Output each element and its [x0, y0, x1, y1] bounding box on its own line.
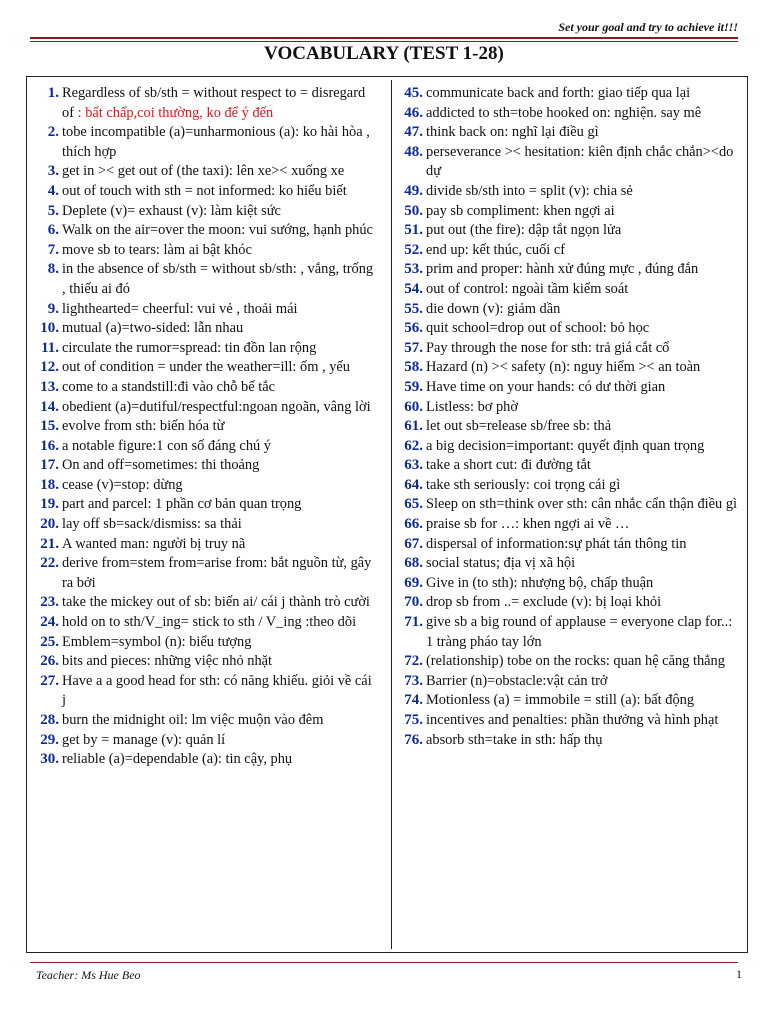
page-title: VOCABULARY (TEST 1-28) — [264, 43, 504, 64]
entry-text — [62, 319, 374, 339]
entry-text — [426, 672, 743, 692]
entry-number: 9. — [47, 300, 59, 317]
entry-number: 26. — [40, 653, 59, 670]
entry-definition: dispersal of information:sự phát tán thông tin — [426, 535, 687, 552]
vocab-entry — [398, 104, 743, 124]
entry-definition: derive from=stem from=arise from: bắt nguồn từ, gây ra bởi — [62, 555, 372, 591]
entry-definition: Motionless (a) = immobile = still (a): bất động — [426, 692, 695, 709]
entry-number: 11. — [41, 339, 59, 356]
vocab-entry — [398, 672, 743, 692]
entry-number: 12. — [40, 359, 59, 376]
header-rule-thick — [30, 37, 738, 39]
entry-number: 61. — [404, 418, 423, 435]
entry-definition: lighthearted= cheerful: vui vẻ , thoải mái — [62, 300, 298, 317]
entry-text — [62, 554, 374, 593]
entry-number: 67. — [404, 535, 423, 552]
entry-text — [62, 437, 374, 457]
entry-definition: take a short cut: đi đường tắt — [426, 457, 591, 474]
entry-text — [426, 652, 743, 672]
vocab-entry — [398, 711, 743, 731]
column-divider — [391, 80, 392, 949]
entry-number: 4. — [47, 182, 59, 199]
entry-number: 60. — [404, 398, 423, 415]
entry-number: 71. — [404, 614, 423, 631]
entry-text — [426, 731, 743, 751]
vocab-entry — [398, 476, 743, 496]
entry-text — [426, 691, 743, 711]
entry-number: 50. — [404, 202, 423, 219]
entry-text — [426, 456, 743, 476]
vocab-entry — [34, 221, 374, 241]
entry-definition: absorb sth=take in sth: hấp thụ — [426, 731, 603, 748]
vocab-entry — [34, 613, 374, 633]
entry-definition: On and off=sometimes: thi thoảng — [62, 457, 260, 474]
entry-number: 22. — [40, 555, 59, 572]
entry-definition: mutual (a)=two-sided: lẫn nhau — [62, 320, 244, 337]
entry-number: 46. — [404, 104, 423, 121]
entry-definition: praise sb for …: khen ngợi ai về … — [426, 516, 630, 533]
entry-number: 54. — [404, 280, 423, 297]
entry-text — [426, 437, 743, 457]
entry-number: 10. — [40, 320, 59, 337]
entry-definition: (relationship) tobe on the rocks: quan hệ căng thẳng — [426, 653, 725, 670]
entry-definition: Sleep on sth=think over sth: cân nhắc cẩn thận điều gì — [426, 496, 738, 513]
entry-text — [62, 398, 374, 418]
entry-definition: A wanted man: người bị truy nã — [62, 535, 246, 552]
entry-number: 75. — [404, 712, 423, 728]
entry-definition: perseverance >< hesitation: kiên định chắc chắn><do dự — [426, 143, 734, 180]
entry-definition: communicate back and forth: giao tiếp qua lại — [426, 85, 691, 101]
vocab-entry — [398, 691, 743, 711]
entry-text — [426, 476, 743, 496]
entry-number: 29. — [40, 731, 59, 748]
entry-number: 56. — [404, 320, 423, 337]
entry-number: 62. — [404, 437, 423, 454]
entry-text — [426, 300, 743, 320]
entry-definition: drop sb from ..= exclude (v): bị loại khỏi — [426, 594, 662, 611]
entry-text — [426, 613, 743, 652]
entry-text — [426, 260, 743, 280]
vocab-entry — [398, 260, 743, 280]
vocab-entry — [34, 319, 374, 339]
vocab-entry — [34, 123, 374, 162]
entry-text — [62, 241, 374, 261]
vocab-entry — [34, 437, 374, 457]
vocab-entry — [398, 358, 743, 378]
entry-number: 63. — [404, 457, 423, 474]
entry-number: 48. — [404, 143, 423, 160]
entry-number: 69. — [404, 574, 423, 591]
entry-definition: come to a standstill:đi vào chỗ bế tắc — [62, 378, 275, 395]
entry-definition: Give in (to sth): nhượng bộ, chấp thuận — [426, 574, 654, 591]
entry-text — [62, 417, 374, 437]
entry-text — [62, 260, 374, 299]
vocab-entry — [34, 750, 374, 770]
entry-definition: think back on: nghĩ lại điều gì — [426, 124, 599, 141]
entry-definition: Deplete (v)= exhaust (v): làm kiệt sức — [62, 202, 281, 219]
vocab-entry — [34, 358, 374, 378]
vocab-entry — [398, 123, 743, 143]
entry-definition: prim and proper: hành xử đúng mực , đúng đắn — [426, 261, 699, 278]
entry-text — [426, 495, 743, 515]
entry-definition: put out (the fire): dập tắt ngọn lửa — [426, 222, 622, 239]
entry-number: 59. — [404, 378, 423, 395]
entry-definition: die down (v): giảm dần — [426, 300, 561, 317]
entry-text — [426, 515, 743, 535]
entry-definition: get by = manage (v): quản lí — [62, 731, 226, 748]
entry-text — [62, 358, 374, 378]
left-column — [34, 84, 374, 770]
entry-text — [426, 417, 743, 437]
entry-definition: circulate the rumor=spread: tin đồn lan rộng — [62, 339, 317, 356]
entry-definition: Walk on the air=over the moon: vui sướng, hạnh phúc — [62, 222, 373, 239]
entry-definition: a notable figure:1 con số đáng chú ý — [62, 437, 272, 454]
entry-number: 1. — [47, 85, 59, 101]
entry-definition: Have time on your hands: có dư thời gian — [426, 378, 666, 395]
entry-number: 49. — [404, 182, 423, 199]
entry-number: 30. — [40, 751, 59, 768]
entry-number: 27. — [40, 672, 59, 689]
entry-number: 25. — [40, 633, 59, 650]
entry-text — [426, 535, 743, 555]
vocab-entry — [34, 515, 374, 535]
vocab-entry — [398, 437, 743, 457]
vocab-entry — [398, 319, 743, 339]
vocab-entry — [34, 535, 374, 555]
vocab-entry — [34, 84, 374, 123]
vocab-entry — [398, 300, 743, 320]
vocab-entry — [34, 162, 374, 182]
entry-number: 2. — [47, 124, 59, 141]
entry-text — [426, 574, 743, 594]
entry-number: 45. — [404, 85, 423, 101]
footer-teacher: Teacher: Ms Hue Beo — [36, 968, 141, 982]
vocab-entry — [398, 535, 743, 555]
entry-text — [62, 495, 374, 515]
entry-definition: lay off sb=sack/dismiss: sa thải — [62, 516, 242, 533]
entry-number: 7. — [47, 241, 59, 258]
entry-definition: hold on to sth/V_ing= stick to sth / V_ing :theo dõi — [62, 614, 357, 631]
vocab-entry — [34, 300, 374, 320]
vocab-entry — [398, 378, 743, 398]
entry-definition: out of control: ngoài tầm kiểm soát — [426, 280, 629, 297]
entry-definition: in the absence of sb/sth = without sb/sth: , vắng, trống , thiếu ai đó — [62, 261, 374, 297]
entry-text — [426, 554, 743, 574]
entry-text — [426, 123, 743, 143]
entry-definition: take the mickey out of sb: biến ai/ cái j thành trò cười — [62, 594, 370, 611]
vocab-entry — [398, 613, 743, 652]
entry-definition: Listless: bơ phờ — [426, 398, 518, 415]
vocab-entry — [398, 202, 743, 222]
entry-number: 23. — [40, 594, 59, 611]
entry-definition: move sb to tears: làm ai bật khóc — [62, 241, 252, 258]
entry-text — [62, 476, 374, 496]
entry-text — [62, 378, 374, 398]
vocab-entry — [34, 731, 374, 751]
entry-text — [426, 143, 743, 182]
entry-text — [62, 613, 374, 633]
entry-number: 6. — [47, 222, 59, 239]
entry-number: 57. — [404, 339, 423, 356]
vocab-entry — [34, 652, 374, 672]
vocab-entry — [34, 398, 374, 418]
entry-highlight: : bất chấp,coi thường, ko để ý đến — [77, 104, 274, 121]
vocab-entry — [34, 495, 374, 515]
entry-text — [426, 358, 743, 378]
entry-number: 5. — [47, 202, 59, 219]
vocab-entry — [398, 456, 743, 476]
vocab-entry — [398, 182, 743, 202]
entry-number: 21. — [40, 535, 59, 552]
entry-text — [62, 652, 374, 672]
entry-definition: social status; địa vị xã hội — [426, 555, 576, 572]
footer-rule — [30, 962, 738, 963]
entry-definition: Barrier (n)=obstacle:vật cản trở — [426, 672, 608, 689]
entry-number: 18. — [40, 476, 59, 493]
entry-text — [426, 182, 743, 202]
vocab-entry — [34, 476, 374, 496]
entry-definition: let out sb=release sb/free sb: thả — [426, 418, 612, 435]
entry-number: 70. — [404, 594, 423, 611]
entry-text — [62, 750, 374, 770]
entry-text — [62, 221, 374, 241]
vocab-entry — [398, 731, 743, 751]
entry-number: 53. — [404, 261, 423, 278]
entry-text — [426, 711, 743, 731]
entry-text — [62, 123, 374, 162]
entry-number: 64. — [404, 476, 423, 493]
entry-definition: reliable (a)=dependable (a): tin cậy, phụ — [62, 751, 293, 768]
entry-text — [426, 241, 743, 261]
header-rule-thin — [30, 41, 738, 42]
vocab-entry — [398, 84, 743, 104]
vocab-entry — [398, 574, 743, 594]
vocab-entry — [34, 378, 374, 398]
vocab-entry — [34, 260, 374, 299]
vocab-entry — [34, 633, 374, 653]
entry-number: 47. — [404, 124, 423, 141]
entry-number: 66. — [404, 516, 423, 533]
entry-text — [62, 84, 374, 123]
entry-number: 3. — [47, 163, 59, 180]
vocab-entry — [34, 417, 374, 437]
entry-definition: quit school=drop out of school: bỏ học — [426, 320, 650, 337]
entry-text — [426, 202, 743, 222]
entry-text — [62, 731, 374, 751]
entry-definition: evolve from sth: biến hóa từ — [62, 418, 225, 435]
right-column — [398, 84, 743, 750]
entry-text — [426, 398, 743, 418]
entry-text — [426, 221, 743, 241]
vocab-entry — [34, 593, 374, 613]
entry-definition: obedient (a)=dutiful/respectful:ngoan ngoãn, vâng lời — [62, 398, 371, 415]
vocab-entry — [34, 182, 374, 202]
page-number: 1 — [736, 967, 742, 981]
entry-number: 8. — [47, 261, 59, 278]
entry-text — [426, 104, 743, 124]
entry-definition: out of condition = under the weather=ill: ốm , yếu — [62, 359, 350, 376]
entry-definition: get in >< get out of (the taxi): lên xe>< xuống xe — [62, 163, 345, 180]
entry-definition: incentives and penalties: phần thưởng và hình phạt — [426, 712, 719, 728]
entry-definition: part and parcel: 1 phần cơ bản quan trọng — [62, 496, 302, 513]
entry-number: 73. — [404, 672, 423, 689]
entry-number: 72. — [404, 653, 423, 670]
vocab-entry — [398, 417, 743, 437]
entry-number: 24. — [40, 614, 59, 631]
vocab-entry — [398, 143, 743, 182]
entry-number: 55. — [404, 300, 423, 317]
entry-text — [426, 84, 743, 104]
vocab-entry — [398, 495, 743, 515]
entry-definition: give sb a big round of applause = everyone clap for..: 1 tràng pháo tay lớn — [426, 614, 733, 650]
entry-number: 65. — [404, 496, 423, 513]
entry-definition: divide sb/sth into = split (v): chia sẻ — [426, 182, 633, 199]
entry-text — [62, 593, 374, 613]
vocab-entry — [34, 241, 374, 261]
entry-number: 13. — [40, 378, 59, 395]
vocab-entry — [34, 711, 374, 731]
entry-text — [62, 202, 374, 222]
entry-definition: pay sb compliment: khen ngợi ai — [426, 202, 615, 219]
vocab-entry — [34, 672, 374, 711]
entry-text — [426, 378, 743, 398]
entry-number: 76. — [404, 731, 423, 748]
entry-number: 51. — [404, 222, 423, 239]
entry-definition: end up: kết thúc, cuối cf — [426, 241, 566, 258]
entry-number: 17. — [40, 457, 59, 474]
entry-number: 28. — [40, 712, 59, 728]
entry-definition: Regardless of sb/sth = without respect to = disregard of — [62, 85, 366, 121]
vocab-entry — [398, 515, 743, 535]
entry-number: 16. — [40, 437, 59, 454]
entry-definition: Pay through the nose for sth: trả giá cắt cổ — [426, 339, 670, 356]
entry-text — [62, 672, 374, 711]
entry-text — [426, 280, 743, 300]
vocab-entry — [398, 652, 743, 672]
entry-definition: tobe incompatible (a)=unharmonious (a): ko hài hòa , thích hợp — [62, 124, 370, 160]
entry-number: 14. — [40, 398, 59, 415]
entry-text — [62, 535, 374, 555]
entry-definition: Have a a good head for sth: có năng khiếu. giỏi về cái j — [62, 672, 372, 709]
vocab-entry — [398, 280, 743, 300]
entry-text — [62, 515, 374, 535]
entry-number: 19. — [40, 496, 59, 513]
entry-number: 52. — [404, 241, 423, 258]
entry-definition: addicted to sth=tobe hooked on: nghiện. say mê — [426, 104, 702, 121]
entry-definition: Emblem=symbol (n): biểu tượng — [62, 633, 252, 650]
entry-definition: cease (v)=stop: dừng — [62, 476, 183, 493]
entry-definition: take sth seriously: coi trọng cái gì — [426, 476, 621, 493]
entry-number: 15. — [40, 418, 59, 435]
vocab-entry — [398, 241, 743, 261]
vocab-entry — [398, 398, 743, 418]
entry-text — [62, 182, 374, 202]
entry-text — [426, 319, 743, 339]
entry-text — [62, 300, 374, 320]
vocab-entry — [398, 339, 743, 359]
entry-text — [62, 711, 374, 731]
entry-definition: out of touch with sth = not informed: ko hiểu biết — [62, 182, 347, 199]
vocab-entry — [398, 554, 743, 574]
entry-text — [426, 339, 743, 359]
vocab-entry — [34, 456, 374, 476]
vocab-entry — [34, 554, 374, 593]
vocab-entry — [398, 593, 743, 613]
entry-text — [62, 456, 374, 476]
vocab-entry — [34, 202, 374, 222]
entry-definition: bits and pieces: những việc nhỏ nhặt — [62, 653, 273, 670]
entry-definition: Hazard (n) >< safety (n): nguy hiểm >< an toàn — [426, 359, 701, 376]
entry-number: 74. — [404, 692, 423, 709]
entry-text — [62, 162, 374, 182]
entry-definition: burn the midnight oil: lm việc muộn vào đêm — [62, 712, 324, 728]
vocab-entry — [398, 221, 743, 241]
entry-text — [62, 339, 374, 359]
entry-definition: a big decision=important: quyết định quan trọng — [426, 437, 705, 454]
entry-text — [426, 593, 743, 613]
entry-number: 20. — [40, 516, 59, 533]
entry-number: 58. — [404, 359, 423, 376]
vocab-entry — [34, 339, 374, 359]
header-motto: Set your goal and try to achieve it!!! — [558, 20, 738, 34]
entry-text — [62, 633, 374, 653]
entry-number: 68. — [404, 555, 423, 572]
